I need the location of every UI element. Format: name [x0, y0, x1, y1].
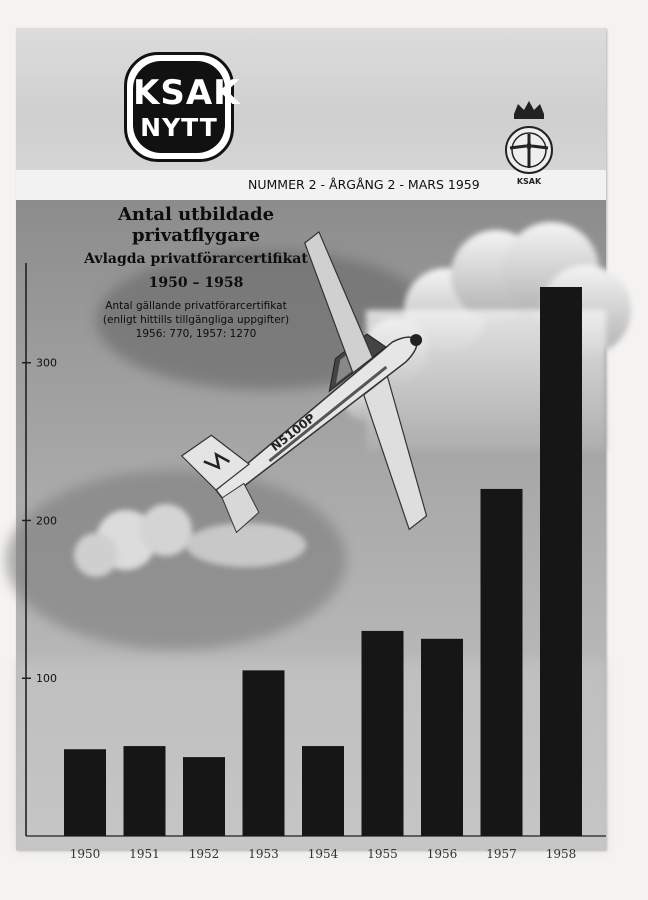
bar-1954: [302, 746, 344, 836]
logo-text-bottom: NYTT: [140, 113, 218, 142]
y-tick-label: 100: [36, 672, 57, 686]
chart-subtitle: Avlagda privatförarcertifikat: [84, 251, 308, 267]
x-tick-label: 1952: [188, 847, 220, 861]
y-tick-label: 300: [36, 356, 57, 370]
bar-1955: [362, 631, 404, 836]
bar-1951: [124, 746, 166, 836]
x-tick-label: 1955: [367, 847, 398, 861]
chart-period: 1950 – 1958: [148, 275, 244, 291]
x-tick-label: 1954: [307, 847, 339, 861]
emblem-text: KSAK: [516, 177, 542, 186]
bar-1956: [421, 639, 463, 836]
chart-title-line-2: privatflygare: [131, 225, 261, 246]
x-tick-label: 1958: [545, 847, 577, 861]
chart-note-3: 1956: 770, 1957: 1270: [135, 328, 257, 340]
x-tick-label: 1956: [426, 847, 458, 861]
bar-1957: [481, 489, 523, 836]
bar-1950: [64, 749, 106, 836]
logo-text-top: KSAK: [133, 73, 241, 113]
x-tick-label: 1953: [248, 847, 279, 861]
issue-line: NUMMER 2 - ÅRGÅNG 2 - MARS 1959: [248, 177, 480, 192]
x-tick-label: 1950: [69, 847, 101, 861]
y-tick-label: 200: [36, 514, 57, 528]
chart-note-2: (enligt hittills tillgängliga uppgifter): [102, 314, 290, 326]
bar-1958: [540, 287, 582, 836]
x-tick-label: 1957: [486, 847, 517, 861]
x-tick-label: 1951: [129, 847, 160, 861]
magazine-cover: [16, 28, 606, 861]
chart-title: Antal utbildade: [117, 204, 275, 225]
chart-note-1: Antal gällande privatförarcertifikat: [105, 300, 287, 312]
bar-1953: [243, 670, 285, 836]
aircraft-registration: N5100P: [268, 410, 318, 454]
bar-1952: [183, 757, 225, 836]
bar-chart: [16, 28, 606, 861]
